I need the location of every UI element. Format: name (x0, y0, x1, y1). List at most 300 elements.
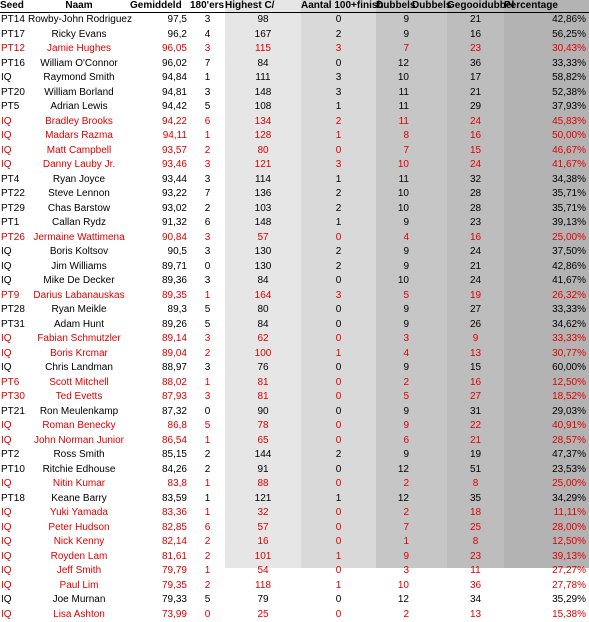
doubles-spacer-cell (412, 129, 447, 144)
percentage-cell: 25,00% (504, 477, 589, 492)
seed-cell: PT30 (0, 390, 28, 405)
seed-cell: IQ (0, 129, 28, 144)
average-cell: 94,42 (130, 100, 190, 115)
percentage-cell: 52,38% (504, 86, 589, 101)
doubles-hit-cell: 2 (376, 376, 412, 391)
doubles-hit-cell: 1 (376, 535, 412, 550)
table-row (0, 492, 589, 507)
percentage-cell: 42,86% (504, 260, 589, 275)
finish-100plus-cell: 0 (301, 521, 376, 536)
highest-checkout-cell: 81 (225, 376, 301, 391)
average-cell: 82,14 (130, 535, 190, 550)
finish-100plus-cell: 1 (301, 550, 376, 565)
doubles-spacer-cell (412, 361, 447, 376)
average-cell: 79,35 (130, 579, 190, 594)
count-180-cell: 2 (190, 463, 225, 478)
seed-cell: IQ (0, 260, 28, 275)
highest-checkout-cell: 88 (225, 477, 301, 492)
seed-cell: IQ (0, 361, 28, 376)
doubles-hit-cell: 9 (376, 303, 412, 318)
doubles-hit-cell: 10 (376, 202, 412, 217)
doubles-spacer-cell (412, 419, 447, 434)
doubles-hit-cell: 9 (376, 245, 412, 260)
percentage-cell: 37,93% (504, 100, 589, 115)
highest-checkout-cell: 130 (225, 260, 301, 275)
name-cell: Fabian Schmutzler (28, 332, 130, 347)
percentage-cell: 12,50% (504, 535, 589, 550)
average-cell: 93,46 (130, 158, 190, 173)
count-180-cell: 1 (190, 71, 225, 86)
highest-checkout-cell: 84 (225, 57, 301, 72)
finish-100plus-cell: 0 (301, 419, 376, 434)
count-180-cell: 3 (190, 13, 225, 28)
finish-100plus-cell: 0 (301, 434, 376, 449)
average-cell: 86,54 (130, 434, 190, 449)
count-180-cell: 5 (190, 100, 225, 115)
average-cell: 93,57 (130, 144, 190, 159)
finish-100plus-cell: 0 (301, 57, 376, 72)
average-cell: 89,04 (130, 347, 190, 362)
doubles-thrown-cell: 13 (447, 608, 504, 622)
highest-checkout-cell: 16 (225, 535, 301, 550)
count-180-cell: 6 (190, 115, 225, 130)
doubles-hit-cell: 3 (376, 332, 412, 347)
name-cell: Raymond Smith (28, 71, 130, 86)
count-180-cell: 5 (190, 419, 225, 434)
average-cell: 90,5 (130, 245, 190, 260)
highest-checkout-cell: 148 (225, 216, 301, 231)
doubles-hit-cell: 9 (376, 28, 412, 43)
highest-checkout-cell: 101 (225, 550, 301, 565)
doubles-spacer-cell (412, 521, 447, 536)
doubles-thrown-cell: 22 (447, 419, 504, 434)
count-180-cell: 3 (190, 231, 225, 246)
header-gegooid: Gegooidubbel (447, 0, 504, 13)
average-cell: 89,14 (130, 332, 190, 347)
name-cell: John Norman Junior (28, 434, 130, 449)
name-cell: Mike De Decker (28, 274, 130, 289)
average-cell: 93,44 (130, 173, 190, 188)
count-180-cell: 2 (190, 144, 225, 159)
name-cell: Chris Landman (28, 361, 130, 376)
doubles-thrown-cell: 17 (447, 71, 504, 86)
doubles-hit-cell: 12 (376, 593, 412, 608)
count-180-cell: 7 (190, 187, 225, 202)
doubles-hit-cell: 11 (376, 86, 412, 101)
header-highest-checkout: Highest C/ (225, 0, 301, 13)
highest-checkout-cell: 84 (225, 274, 301, 289)
finish-100plus-cell: 3 (301, 71, 376, 86)
name-cell: Jamie Hughes (28, 42, 130, 57)
average-cell: 83,8 (130, 477, 190, 492)
doubles-thrown-cell: 13 (447, 347, 504, 362)
doubles-spacer-cell (412, 550, 447, 565)
doubles-spacer-cell (412, 274, 447, 289)
doubles-hit-cell: 12 (376, 57, 412, 72)
highest-checkout-cell: 134 (225, 115, 301, 130)
doubles-spacer-cell (412, 405, 447, 420)
seed-cell: PT26 (0, 231, 28, 246)
finish-100plus-cell: 2 (301, 28, 376, 43)
doubles-thrown-cell: 26 (447, 318, 504, 333)
doubles-thrown-cell: 16 (447, 129, 504, 144)
average-cell: 86,8 (130, 419, 190, 434)
seed-cell: IQ (0, 477, 28, 492)
highest-checkout-cell: 128 (225, 129, 301, 144)
seed-cell: IQ (0, 115, 28, 130)
percentage-cell: 41,67% (504, 158, 589, 173)
highest-checkout-cell: 62 (225, 332, 301, 347)
percentage-cell: 47,37% (504, 448, 589, 463)
doubles-hit-cell: 9 (376, 550, 412, 565)
table-row (0, 608, 589, 622)
doubles-spacer-cell (412, 463, 447, 478)
average-cell: 83,36 (130, 506, 190, 521)
doubles-hit-cell: 10 (376, 71, 412, 86)
highest-checkout-cell: 80 (225, 303, 301, 318)
highest-checkout-cell: 76 (225, 361, 301, 376)
header-180s: 180'ers (190, 0, 225, 13)
count-180-cell: 0 (190, 260, 225, 275)
doubles-spacer-cell (412, 477, 447, 492)
count-180-cell: 3 (190, 158, 225, 173)
doubles-hit-cell: 10 (376, 187, 412, 202)
doubles-spacer-cell (412, 289, 447, 304)
highest-checkout-cell: 114 (225, 173, 301, 188)
name-cell: Ron Meulenkamp (28, 405, 130, 420)
table-row (0, 535, 589, 550)
percentage-cell: 23,53% (504, 463, 589, 478)
percentage-cell: 18,52% (504, 390, 589, 405)
count-180-cell: 5 (190, 303, 225, 318)
name-cell: Danny Lauby Jr. (28, 158, 130, 173)
average-cell: 94,22 (130, 115, 190, 130)
doubles-spacer-cell (412, 202, 447, 217)
count-180-cell: 5 (190, 593, 225, 608)
finish-100plus-cell: 1 (301, 100, 376, 115)
count-180-cell: 3 (190, 390, 225, 405)
percentage-cell: 33,33% (504, 57, 589, 72)
count-180-cell: 1 (190, 506, 225, 521)
average-cell: 89,36 (130, 274, 190, 289)
percentage-cell: 33,33% (504, 332, 589, 347)
finish-100plus-cell: 3 (301, 158, 376, 173)
name-cell: Jermaine Wattimena (28, 231, 130, 246)
header-seed: Seed (0, 0, 28, 13)
table-row (0, 303, 589, 318)
count-180-cell: 7 (190, 57, 225, 72)
seed-cell: IQ (0, 506, 28, 521)
doubles-spacer-cell (412, 564, 447, 579)
doubles-hit-cell: 4 (376, 347, 412, 362)
average-cell: 83,59 (130, 492, 190, 507)
seed-cell: PT6 (0, 376, 28, 391)
table-row (0, 390, 589, 405)
average-cell: 96,02 (130, 57, 190, 72)
table-row (0, 202, 589, 217)
doubles-hit-cell: 3 (376, 564, 412, 579)
highest-checkout-cell: 144 (225, 448, 301, 463)
average-cell: 91,32 (130, 216, 190, 231)
count-180-cell: 1 (190, 434, 225, 449)
doubles-thrown-cell: 31 (447, 405, 504, 420)
table-row (0, 245, 589, 260)
count-180-cell: 3 (190, 361, 225, 376)
doubles-thrown-cell: 29 (447, 100, 504, 115)
table-row (0, 28, 589, 43)
table-row (0, 376, 589, 391)
doubles-spacer-cell (412, 492, 447, 507)
average-cell: 90,84 (130, 231, 190, 246)
finish-100plus-cell: 0 (301, 506, 376, 521)
doubles-hit-cell: 10 (376, 274, 412, 289)
table-row (0, 521, 589, 536)
doubles-hit-cell: 8 (376, 129, 412, 144)
finish-100plus-cell: 2 (301, 187, 376, 202)
highest-checkout-cell: 103 (225, 202, 301, 217)
finish-100plus-cell: 0 (301, 144, 376, 159)
percentage-cell: 35,71% (504, 187, 589, 202)
table-row (0, 274, 589, 289)
average-cell: 97,5 (130, 13, 190, 28)
doubles-spacer-cell (412, 535, 447, 550)
finish-100plus-cell: 1 (301, 129, 376, 144)
highest-checkout-cell: 81 (225, 390, 301, 405)
finish-100plus-cell: 2 (301, 245, 376, 260)
highest-checkout-cell: 80 (225, 144, 301, 159)
percentage-cell: 27,78% (504, 579, 589, 594)
name-cell: Keane Barry (28, 492, 130, 507)
doubles-thrown-cell: 32 (447, 173, 504, 188)
doubles-thrown-cell: 34 (447, 593, 504, 608)
name-cell: Jeff Smith (28, 564, 130, 579)
doubles-hit-cell: 10 (376, 579, 412, 594)
percentage-cell: 29,03% (504, 405, 589, 420)
name-cell: Adam Hunt (28, 318, 130, 333)
average-cell: 89,26 (130, 318, 190, 333)
doubles-spacer-cell (412, 303, 447, 318)
doubles-thrown-cell: 16 (447, 376, 504, 391)
finish-100plus-cell: 0 (301, 332, 376, 347)
table-row (0, 463, 589, 478)
count-180-cell: 3 (190, 245, 225, 260)
doubles-thrown-cell: 21 (447, 86, 504, 101)
doubles-hit-cell: 11 (376, 100, 412, 115)
name-cell: Nitin Kumar (28, 477, 130, 492)
name-cell: Ricky Evans (28, 28, 130, 43)
seed-cell: IQ (0, 419, 28, 434)
finish-100plus-cell: 0 (301, 274, 376, 289)
average-cell: 96,2 (130, 28, 190, 43)
count-180-cell: 1 (190, 564, 225, 579)
table-row (0, 115, 589, 130)
doubles-spacer-cell (412, 434, 447, 449)
doubles-hit-cell: 12 (376, 463, 412, 478)
doubles-spacer-cell (412, 347, 447, 362)
finish-100plus-cell: 1 (301, 492, 376, 507)
highest-checkout-cell: 108 (225, 100, 301, 115)
doubles-spacer-cell (412, 100, 447, 115)
doubles-hit-cell: 10 (376, 158, 412, 173)
table-row (0, 550, 589, 565)
table-row (0, 100, 589, 115)
finish-100plus-cell: 0 (301, 564, 376, 579)
name-cell: Chas Barstow (28, 202, 130, 217)
doubles-spacer-cell (412, 593, 447, 608)
percentage-cell: 34,62% (504, 318, 589, 333)
doubles-thrown-cell: 15 (447, 144, 504, 159)
doubles-hit-cell: 2 (376, 506, 412, 521)
doubles-thrown-cell: 9 (447, 332, 504, 347)
table-row (0, 434, 589, 449)
doubles-thrown-cell: 25 (447, 521, 504, 536)
percentage-cell: 40,91% (504, 419, 589, 434)
seed-cell: IQ (0, 593, 28, 608)
average-cell: 79,33 (130, 593, 190, 608)
highest-checkout-cell: 115 (225, 42, 301, 57)
doubles-spacer-cell (412, 448, 447, 463)
percentage-cell: 56,25% (504, 28, 589, 43)
name-cell: Madars Razma (28, 129, 130, 144)
percentage-cell: 34,38% (504, 173, 589, 188)
percentage-cell: 30,43% (504, 42, 589, 57)
doubles-hit-cell: 9 (376, 361, 412, 376)
average-cell: 96,05 (130, 42, 190, 57)
name-cell: Yuki Yamada (28, 506, 130, 521)
finish-100plus-cell: 2 (301, 115, 376, 130)
percentage-cell: 12,50% (504, 376, 589, 391)
finish-100plus-cell: 0 (301, 477, 376, 492)
doubles-hit-cell: 12 (376, 492, 412, 507)
doubles-thrown-cell: 8 (447, 535, 504, 550)
doubles-spacer-cell (412, 173, 447, 188)
count-180-cell: 1 (190, 492, 225, 507)
doubles-hit-cell: 9 (376, 13, 412, 28)
table-row (0, 158, 589, 173)
percentage-cell: 39,13% (504, 216, 589, 231)
average-cell: 82,85 (130, 521, 190, 536)
finish-100plus-cell: 0 (301, 303, 376, 318)
count-180-cell: 6 (190, 521, 225, 536)
name-cell: Nick Kenny (28, 535, 130, 550)
header-gemiddelde: Gemiddeld (130, 0, 190, 13)
doubles-hit-cell: 7 (376, 521, 412, 536)
highest-checkout-cell: 54 (225, 564, 301, 579)
name-cell: Roman Benecky (28, 419, 130, 434)
percentage-cell: 15,38% (504, 608, 589, 622)
table-row (0, 332, 589, 347)
seed-cell: IQ (0, 332, 28, 347)
percentage-cell: 58,82% (504, 71, 589, 86)
doubles-thrown-cell: 11 (447, 564, 504, 579)
average-cell: 87,32 (130, 405, 190, 420)
highest-checkout-cell: 136 (225, 187, 301, 202)
table-row (0, 506, 589, 521)
seed-cell: PT17 (0, 28, 28, 43)
name-cell: Ross Smith (28, 448, 130, 463)
count-180-cell: 0 (190, 405, 225, 420)
percentage-cell: 26,32% (504, 289, 589, 304)
doubles-hit-cell: 9 (376, 318, 412, 333)
percentage-cell: 28,00% (504, 521, 589, 536)
table-row (0, 347, 589, 362)
highest-checkout-cell: 118 (225, 579, 301, 594)
percentage-cell: 11,11% (504, 506, 589, 521)
doubles-hit-cell: 4 (376, 231, 412, 246)
finish-100plus-cell: 0 (301, 535, 376, 550)
doubles-hit-cell: 6 (376, 434, 412, 449)
highest-checkout-cell: 78 (225, 419, 301, 434)
count-180-cell: 1 (190, 477, 225, 492)
percentage-cell: 30,77% (504, 347, 589, 362)
doubles-spacer-cell (412, 332, 447, 347)
highest-checkout-cell: 57 (225, 521, 301, 536)
finish-100plus-cell: 0 (301, 463, 376, 478)
highest-checkout-cell: 90 (225, 405, 301, 420)
header-dubbels: Dubbels (376, 0, 412, 13)
seed-cell: IQ (0, 535, 28, 550)
average-cell: 94,84 (130, 71, 190, 86)
doubles-thrown-cell: 36 (447, 57, 504, 72)
count-180-cell: 3 (190, 332, 225, 347)
seed-cell: IQ (0, 521, 28, 536)
doubles-spacer-cell (412, 390, 447, 405)
finish-100plus-cell: 0 (301, 593, 376, 608)
doubles-hit-cell: 5 (376, 289, 412, 304)
doubles-thrown-cell: 51 (447, 463, 504, 478)
doubles-spacer-cell (412, 216, 447, 231)
seed-cell: PT10 (0, 463, 28, 478)
highest-checkout-cell: 148 (225, 86, 301, 101)
finish-100plus-cell: 0 (301, 405, 376, 420)
seed-cell: IQ (0, 158, 28, 173)
count-180-cell: 3 (190, 173, 225, 188)
doubles-spacer-cell (412, 28, 447, 43)
name-cell: Paul Lim (28, 579, 130, 594)
seed-cell: PT4 (0, 173, 28, 188)
table-row (0, 42, 589, 57)
doubles-thrown-cell: 28 (447, 202, 504, 217)
doubles-spacer-cell (412, 13, 447, 28)
finish-100plus-cell: 0 (301, 231, 376, 246)
doubles-thrown-cell: 15 (447, 361, 504, 376)
doubles-hit-cell: 9 (376, 419, 412, 434)
average-cell: 81,61 (130, 550, 190, 565)
seed-cell: IQ (0, 347, 28, 362)
percentage-cell: 34,29% (504, 492, 589, 507)
doubles-hit-cell: 2 (376, 608, 412, 622)
name-cell: Peter Hudson (28, 521, 130, 536)
doubles-spacer-cell (412, 245, 447, 260)
name-cell: Steve Lennon (28, 187, 130, 202)
finish-100plus-cell: 2 (301, 448, 376, 463)
seed-cell: PT12 (0, 42, 28, 57)
average-cell: 94,81 (130, 86, 190, 101)
name-cell: Lisa Ashton (28, 608, 130, 622)
doubles-thrown-cell: 21 (447, 434, 504, 449)
count-180-cell: 1 (190, 289, 225, 304)
doubles-hit-cell: 2 (376, 477, 412, 492)
average-cell: 94,11 (130, 129, 190, 144)
table-row (0, 173, 589, 188)
highest-checkout-cell: 111 (225, 71, 301, 86)
seed-cell: PT31 (0, 318, 28, 333)
average-cell: 93,02 (130, 202, 190, 217)
count-180-cell: 5 (190, 318, 225, 333)
count-180-cell: 4 (190, 28, 225, 43)
finish-100plus-cell: 1 (301, 216, 376, 231)
highest-checkout-cell: 130 (225, 245, 301, 260)
